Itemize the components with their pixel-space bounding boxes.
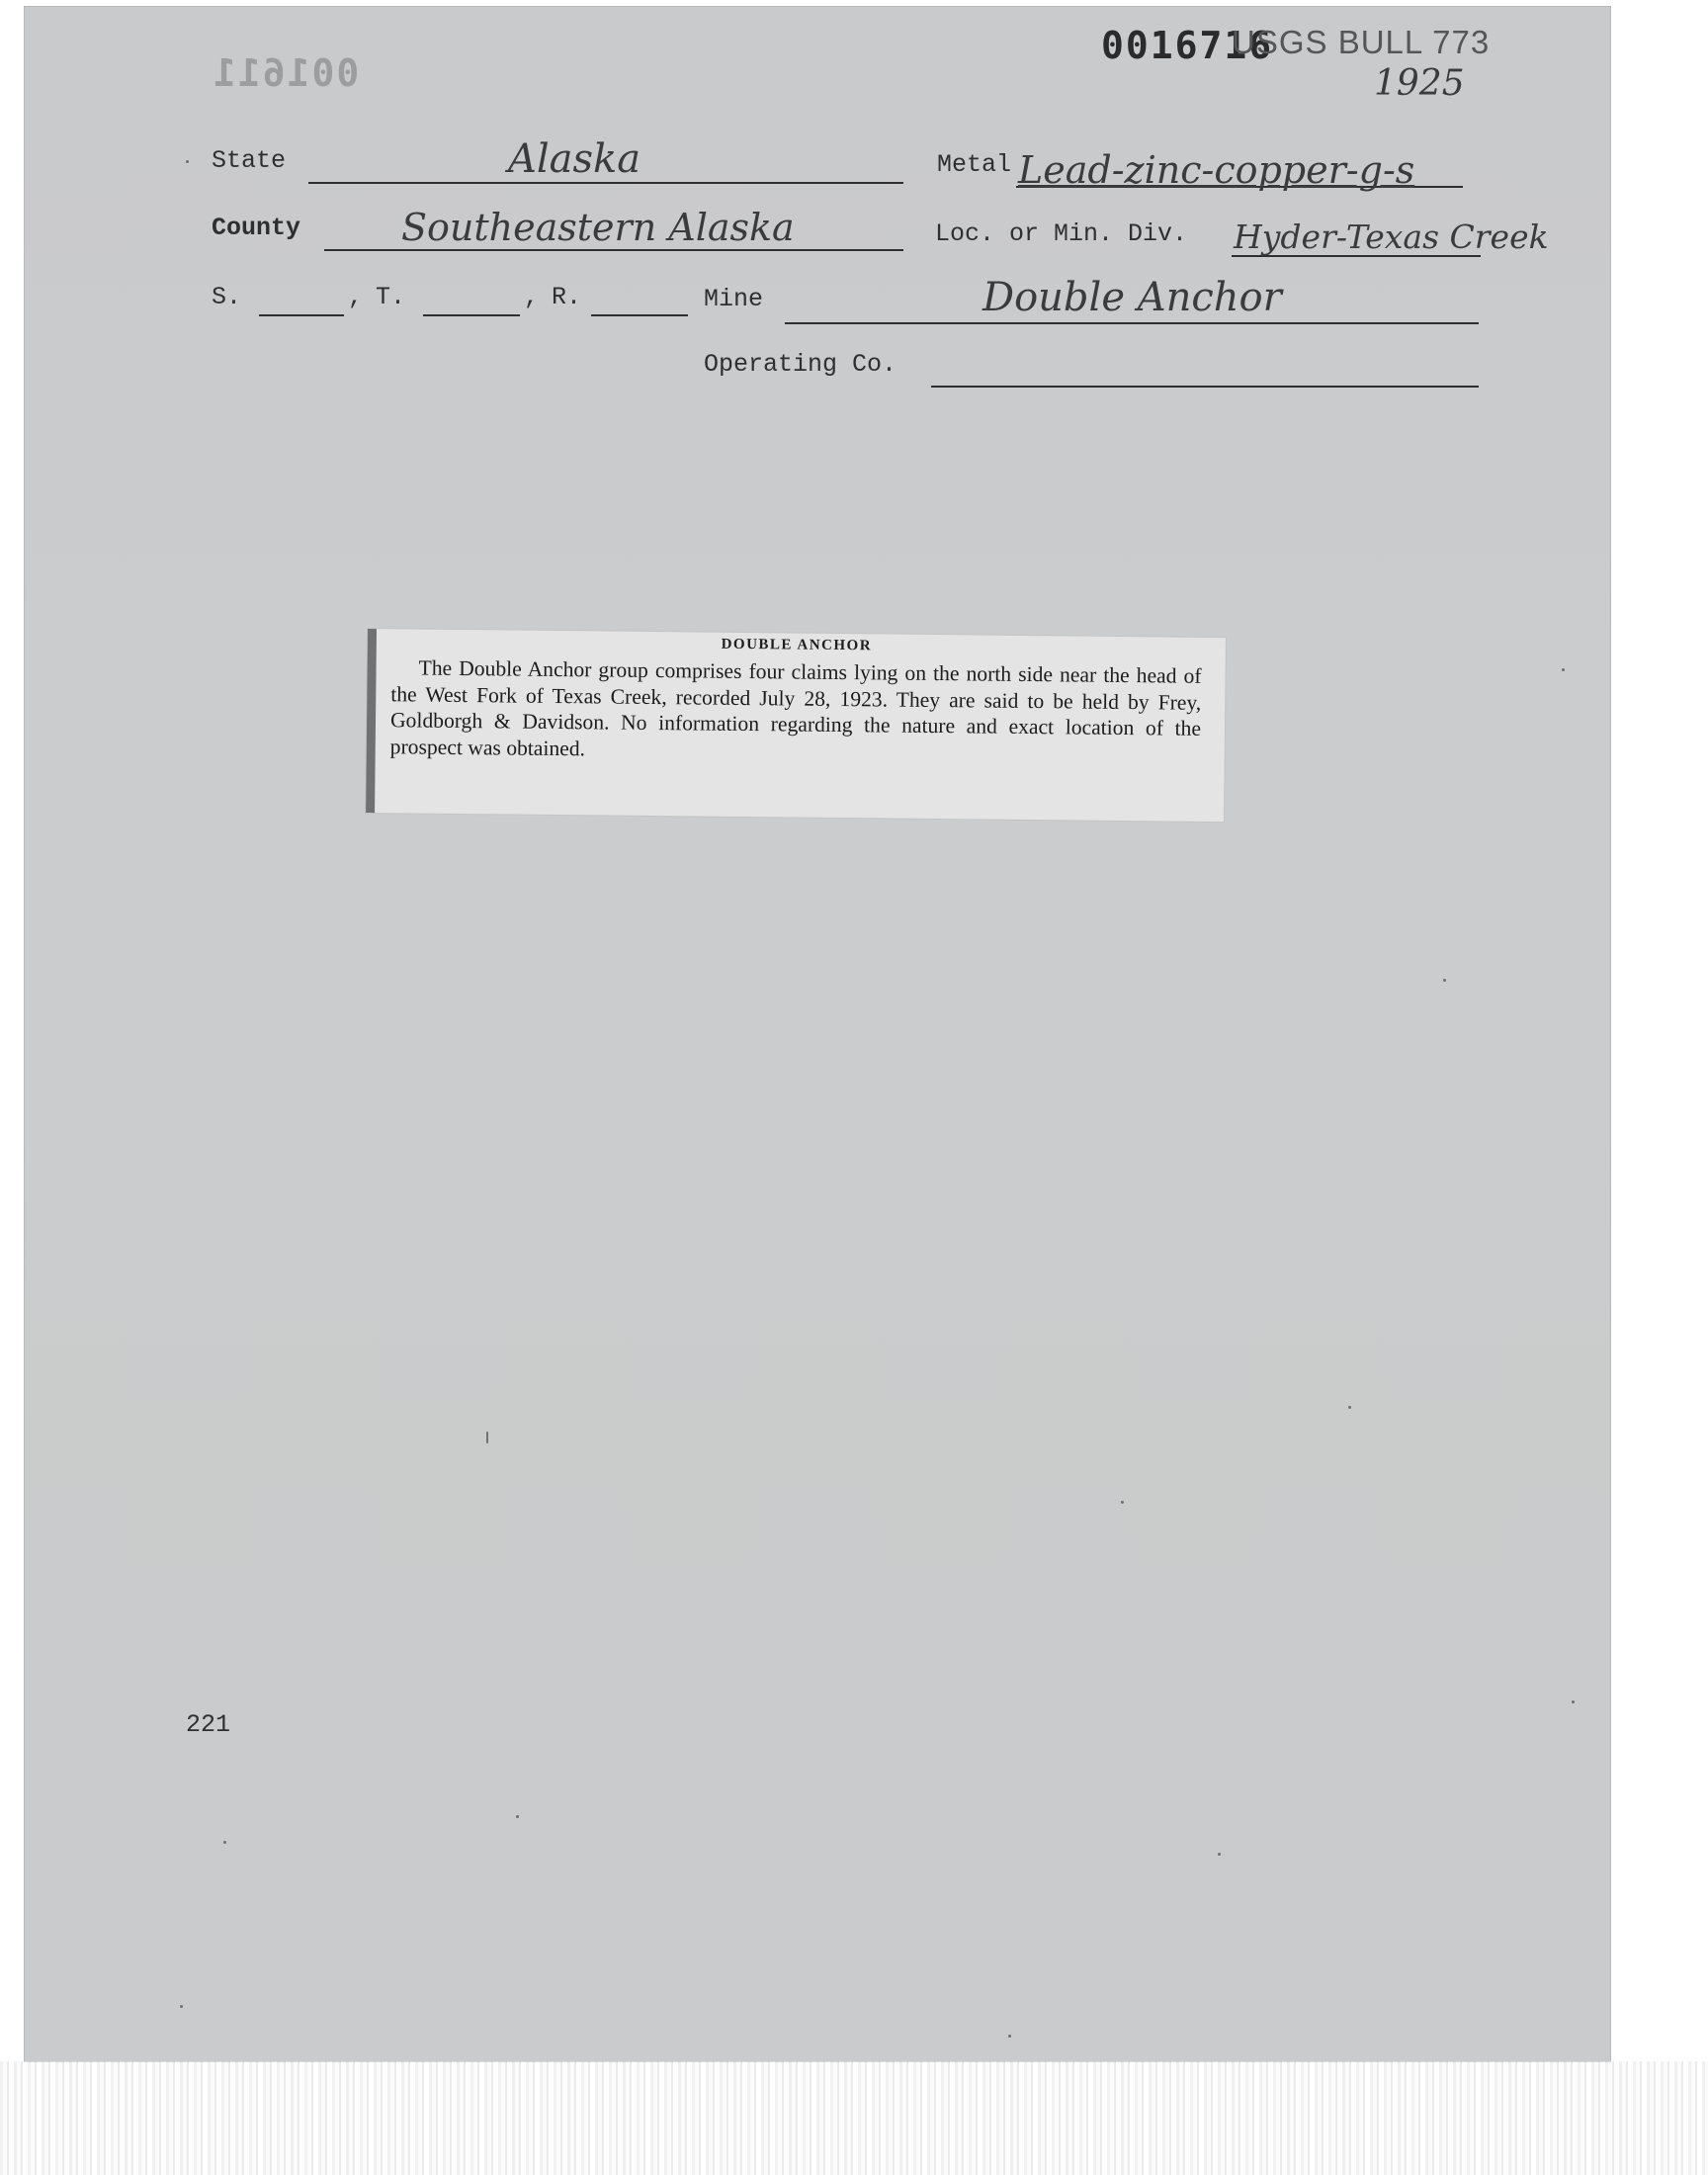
scan-speck: [1008, 2035, 1011, 2038]
clipping-body: The Double Anchor group comprises four claims lying on the north side near the head of the West Fork of Texas Creek, recorded July 28, 1923. They are said to be held by Frey, Goldborgh & Davidson. No information regarding the nature and exact location of the prospect was obtained.: [389, 655, 1202, 760]
reference-citation: USGS BULL 773: [1232, 24, 1491, 60]
scan-speck: [1562, 668, 1565, 671]
operating-co-label: Operating Co.: [704, 350, 897, 379]
operating-co-underline: [931, 386, 1479, 388]
county-label: County: [212, 214, 301, 242]
reference-year: 1925: [1374, 63, 1465, 104]
scan-speck: [186, 160, 189, 163]
scan-speck: [1572, 1700, 1575, 1703]
state-underline: [308, 182, 903, 184]
scan-speck: [180, 2005, 183, 2008]
section-comma: ,: [348, 283, 364, 311]
range-label: R.: [552, 283, 582, 311]
mine-underline: [785, 322, 1479, 324]
state-value: Alaska: [508, 136, 641, 182]
metal-label: Metal: [937, 150, 1012, 179]
scan-speck: [1218, 1853, 1221, 1856]
township-underline: [423, 314, 520, 316]
township-comma: ,: [524, 283, 540, 311]
page-number: 221: [186, 1710, 231, 1739]
scanner-edge-strip: [0, 2061, 1708, 2175]
section-underline: [259, 314, 344, 316]
scan-speck: [1348, 1406, 1351, 1409]
range-underline: [591, 314, 688, 316]
mirrored-stamp-number: 001611: [212, 51, 360, 95]
scan-speck: [516, 1815, 519, 1818]
scan-speck: [223, 1841, 226, 1844]
section-label: S.: [212, 283, 242, 311]
county-value: Southeastern Alaska: [401, 206, 795, 249]
county-underline: [324, 249, 903, 251]
scan-speck: [486, 1432, 488, 1443]
mine-value: Double Anchor: [982, 275, 1282, 320]
township-label: T.: [376, 283, 406, 311]
stamp-number: 0016716: [1101, 24, 1274, 67]
mine-label: Mine: [704, 285, 764, 313]
state-label: State: [212, 146, 287, 175]
clipping-edge-bar: [366, 629, 377, 813]
metal-value: Lead-zinc-copper-g-s: [1018, 148, 1415, 192]
clipping-heading: DOUBLE ANCHOR: [721, 636, 873, 654]
loc-value: Hyder-Texas Creek: [1234, 218, 1549, 256]
bulletin-clipping: [366, 629, 1226, 822]
loc-label: Loc. or Min. Div.: [935, 219, 1188, 248]
scan-speck: [1121, 1501, 1124, 1504]
scan-speck: [1443, 979, 1446, 982]
